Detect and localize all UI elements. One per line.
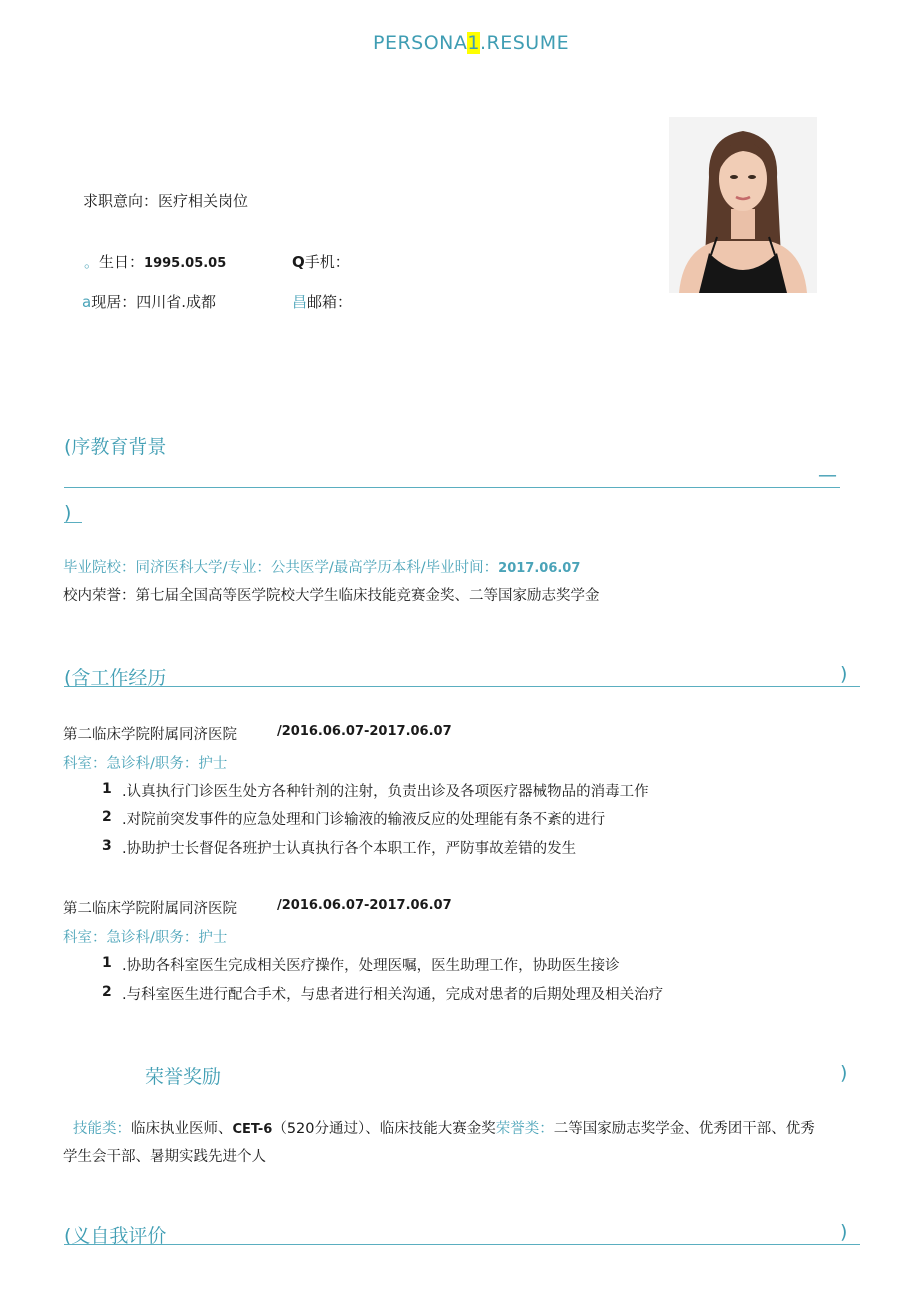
phone-icon: Q xyxy=(292,253,305,271)
portrait-image xyxy=(669,117,817,293)
residence-label: 现居：四川省.成都 xyxy=(91,293,216,311)
phone-label: 手机： xyxy=(304,253,350,271)
job-period: /2016.06.07-2017.06.07 xyxy=(277,724,452,739)
profile-photo xyxy=(669,117,817,293)
job-objective: 求职意向：医疗相关岗位 xyxy=(83,192,249,210)
residence-row xyxy=(82,291,216,312)
email-icon: 昌 xyxy=(292,293,308,311)
honors-label: 荣誉类： xyxy=(495,1121,554,1137)
birth-label: 生日： xyxy=(99,253,145,271)
job-period: /2016.06.07-2017.06.07 xyxy=(277,898,452,913)
job-dept: 科室：急诊科/职务：护士 xyxy=(63,930,228,946)
education-title: (序教育背景 xyxy=(64,436,167,458)
residence-icon: a xyxy=(82,293,92,311)
self-eval-paren: ) xyxy=(840,1221,848,1243)
birth-icon: 。 xyxy=(84,253,100,271)
honors-a: 二等国家励志奖学金、优秀团干部、优秀 xyxy=(553,1121,815,1137)
work-divider xyxy=(64,686,860,687)
duty-number: 1 xyxy=(102,955,112,971)
job-org: 第二临床学院附属同济医院 xyxy=(63,901,237,917)
page-title xyxy=(373,32,569,54)
skills-a: 临床执业医师、 xyxy=(131,1121,233,1137)
birth-row xyxy=(84,251,226,272)
duty-text: .对院前突发事件的应急处理和门诊输液的输液反应的处理能有条不紊的进行 xyxy=(122,812,606,828)
awards-line-2: 学生会干部、暑期实践先进个人 xyxy=(63,1149,266,1165)
education-dash: — xyxy=(818,464,837,486)
self-eval-title: (义自我评价 xyxy=(64,1225,167,1247)
awards-title: 荣誉奖励 xyxy=(145,1066,222,1088)
title-suffix: .RESUME xyxy=(479,32,570,54)
title-highlight: 1 xyxy=(467,32,480,54)
work-title: (含工作经历 xyxy=(64,667,167,689)
email-row xyxy=(292,291,352,312)
duty-number: 2 xyxy=(102,809,112,825)
title-prefix: PERSONA xyxy=(373,32,468,54)
duty-number: 2 xyxy=(102,984,112,1000)
duty-text: .协助各科室医生完成相关医疗操作，处理医嘱，医生助理工作，协助医生接诊 xyxy=(122,958,620,974)
skills-c: （520分通过）、临床技能大赛金奖 xyxy=(272,1121,496,1137)
phone-row xyxy=(292,251,350,272)
education-paren-underline xyxy=(64,522,82,523)
education-paren: ) xyxy=(64,502,72,524)
duty-text: .协助护士长督促各班护士认真执行各个本职工作，严防事故差错的发生 xyxy=(122,841,577,857)
duty-text: .认真执行门诊医生处方各种针剂的注射，负责出诊及各项医疗器械物品的消毒工作 xyxy=(122,784,649,800)
job-org: 第二临床学院附属同济医院 xyxy=(63,727,237,743)
awards-line-1 xyxy=(73,1117,815,1138)
awards-paren: ) xyxy=(840,1062,848,1084)
work-paren: ) xyxy=(840,663,848,685)
birth-value: 1995.05.05 xyxy=(144,256,227,271)
self-eval-divider xyxy=(64,1244,860,1245)
skills-b: CET-6 xyxy=(232,1122,273,1137)
duty-text: .与科室医生进行配合手术，与患者进行相关沟通，完成对患者的后期处理及相关治疗 xyxy=(122,987,664,1003)
education-divider xyxy=(64,487,840,488)
duty-number: 1 xyxy=(102,781,112,797)
job-dept: 科室：急诊科/职务：护士 xyxy=(63,756,228,772)
education-details-text: 毕业院校：同济医科大学/专业：公共医学/最高学历本科/毕业时间： xyxy=(63,560,499,576)
skills-label: 技能类： xyxy=(73,1121,131,1137)
email-label: 邮箱： xyxy=(307,293,353,311)
graduation-date: 2017.06.07 xyxy=(498,561,581,576)
duty-number: 3 xyxy=(102,838,112,854)
education-honors: 校内荣誉：第七届全国高等医学院校大学生临床技能竞赛金奖、二等国家励志奖学金 xyxy=(63,588,600,604)
education-details xyxy=(63,556,580,577)
